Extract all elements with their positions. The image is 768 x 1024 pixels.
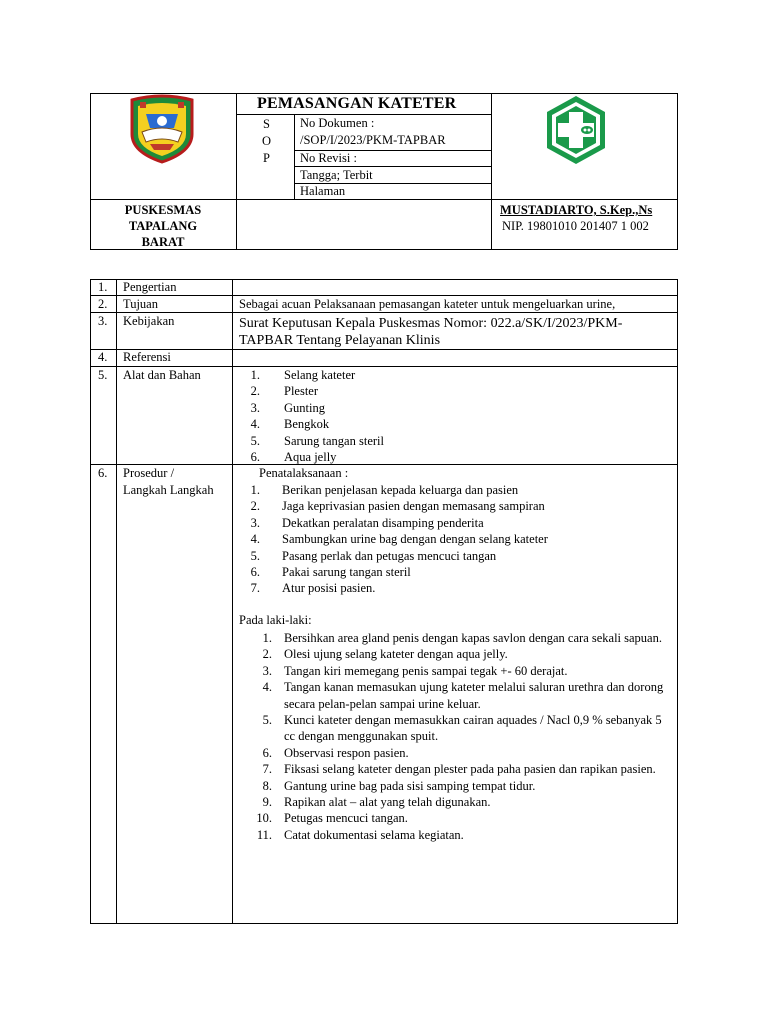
tanggal-terbit-label: Tangga; Terbit xyxy=(300,168,373,182)
list-item: 8. Gantung urine bag pada sisi samping tempat tidur. xyxy=(262,778,536,793)
list-item: 10. Petugas mencuci tangan. xyxy=(256,811,408,826)
regency-crest-logo xyxy=(126,94,198,164)
list-item: 2. Jaga keprivasian pasien dengan memasang sampiran xyxy=(250,499,545,514)
list-item: 1. Selang kateter xyxy=(250,368,356,382)
list-item: 5. Kunci kateter dengan memasukkan cairan aquades / Nacl 0,9 % sebanyak 5 cc dengan menggunakan spuit. xyxy=(262,713,662,744)
prosedur-steps-list xyxy=(240,482,660,597)
row-number: 3. xyxy=(98,314,108,328)
signer-name: MUSTADIARTO, S.Kep.,Ns xyxy=(500,203,653,217)
list-item: 6. Observasi respon pasien. xyxy=(262,745,409,760)
halaman-label: Halaman xyxy=(300,184,346,198)
list-item: 4. Sambungkan urine bag dengan dengan selang kateter xyxy=(250,532,548,547)
page-title: PEMASANGAN KATETER xyxy=(257,95,457,112)
row-label-tujuan: Tujuan xyxy=(123,297,158,311)
list-item: 9. Rapikan alat – alat yang telah digunakan. xyxy=(262,795,491,810)
row-label-kebijakan: Kebijakan xyxy=(123,314,175,328)
health-cross-logo xyxy=(543,94,609,166)
list-item: 11. Catat dokumentasi selama kegiatan. xyxy=(256,827,464,842)
list-item: 1. Berikan penjelasan kepada keluarga dan pasien xyxy=(250,483,519,497)
sop-letter-p: P xyxy=(263,151,270,165)
list-item: 4. Tangan kanan memasukan ujung kateter melalui saluran urethra dan dorong secara pelan-pelan sampai urine keluar. xyxy=(262,680,664,711)
kebijakan-value-line2: TAPBAR Tentang Pelayanan Klinis xyxy=(239,333,441,348)
puskesmas-name-line3: BARAT xyxy=(141,235,185,249)
row-number: 5. xyxy=(98,368,108,382)
list-item: 7. Atur posisi pasien. xyxy=(250,581,376,596)
list-item: 7. Fiksasi selang kateter dengan plester pada paha pasien dan rapikan pasien. xyxy=(262,762,656,777)
list-item: 3. Dekatkan peralatan disamping penderita xyxy=(250,515,484,530)
list-item: 2. Plester xyxy=(250,384,319,399)
sop-letter-o: O xyxy=(262,134,272,148)
row-label-alat-bahan: Alat dan Bahan xyxy=(123,368,201,382)
alat-bahan-list xyxy=(240,367,660,465)
signer-nip: NIP. 19801010 201407 1 002 xyxy=(502,219,649,233)
list-item: 4. Bengkok xyxy=(250,417,330,432)
row-label-pengertian: Pengertian xyxy=(123,280,177,294)
row-label-referensi: Referensi xyxy=(123,350,171,364)
list-item: 5. Sarung tangan steril xyxy=(250,433,384,448)
list-item: 6. Pakai sarung tangan steril xyxy=(250,565,411,580)
list-item: 2. Olesi ujung selang kateter dengan aqua jelly. xyxy=(262,647,508,662)
row-label-prosedur-line1: Prosedur / xyxy=(123,466,175,480)
list-item: 6. Aqua jelly xyxy=(250,450,337,465)
tujuan-value: Sebagai acuan Pelaksanaan pemasangan kateter untuk mengeluarkan urine, xyxy=(239,297,616,311)
kebijakan-value-line1: Surat Keputusan Kepala Puskesmas Nomor: 022.a/SK/I/2023/PKM- xyxy=(239,316,623,331)
row-number: 6. xyxy=(98,466,108,480)
row-number: 2. xyxy=(98,297,108,311)
row-label-prosedur-line2: Langkah Langkah xyxy=(123,483,214,497)
puskesmas-name-line1: PUSKESMAS xyxy=(124,203,202,217)
no-dokumen-value: /SOP/I/2023/PKM-TAPBAR xyxy=(300,133,446,147)
row-number: 1. xyxy=(98,280,108,294)
no-dokumen-label: No Dokumen : xyxy=(300,116,375,130)
list-item: 1. Bersihkan area gland penis dengan kapas savlon dengan cara sekali sapuan. xyxy=(262,631,662,645)
puskesmas-name-line2: TAPALANG xyxy=(128,219,198,233)
list-item: 3. Tangan kiri memegang penis sampai tegak +- 60 derajat. xyxy=(262,663,568,678)
row-number: 4. xyxy=(98,350,108,364)
no-revisi-label: No Revisi : xyxy=(300,151,357,165)
male-procedure-heading: Pada laki-laki: xyxy=(239,613,312,627)
penatalaksanaan-heading: Penatalaksanaan : xyxy=(259,466,349,480)
list-item: 5. Pasang perlak dan petugas mencuci tangan xyxy=(250,548,497,563)
list-item: 3. Gunting xyxy=(250,400,325,415)
male-steps-list xyxy=(252,630,664,843)
sop-letter-s: S xyxy=(263,117,270,131)
